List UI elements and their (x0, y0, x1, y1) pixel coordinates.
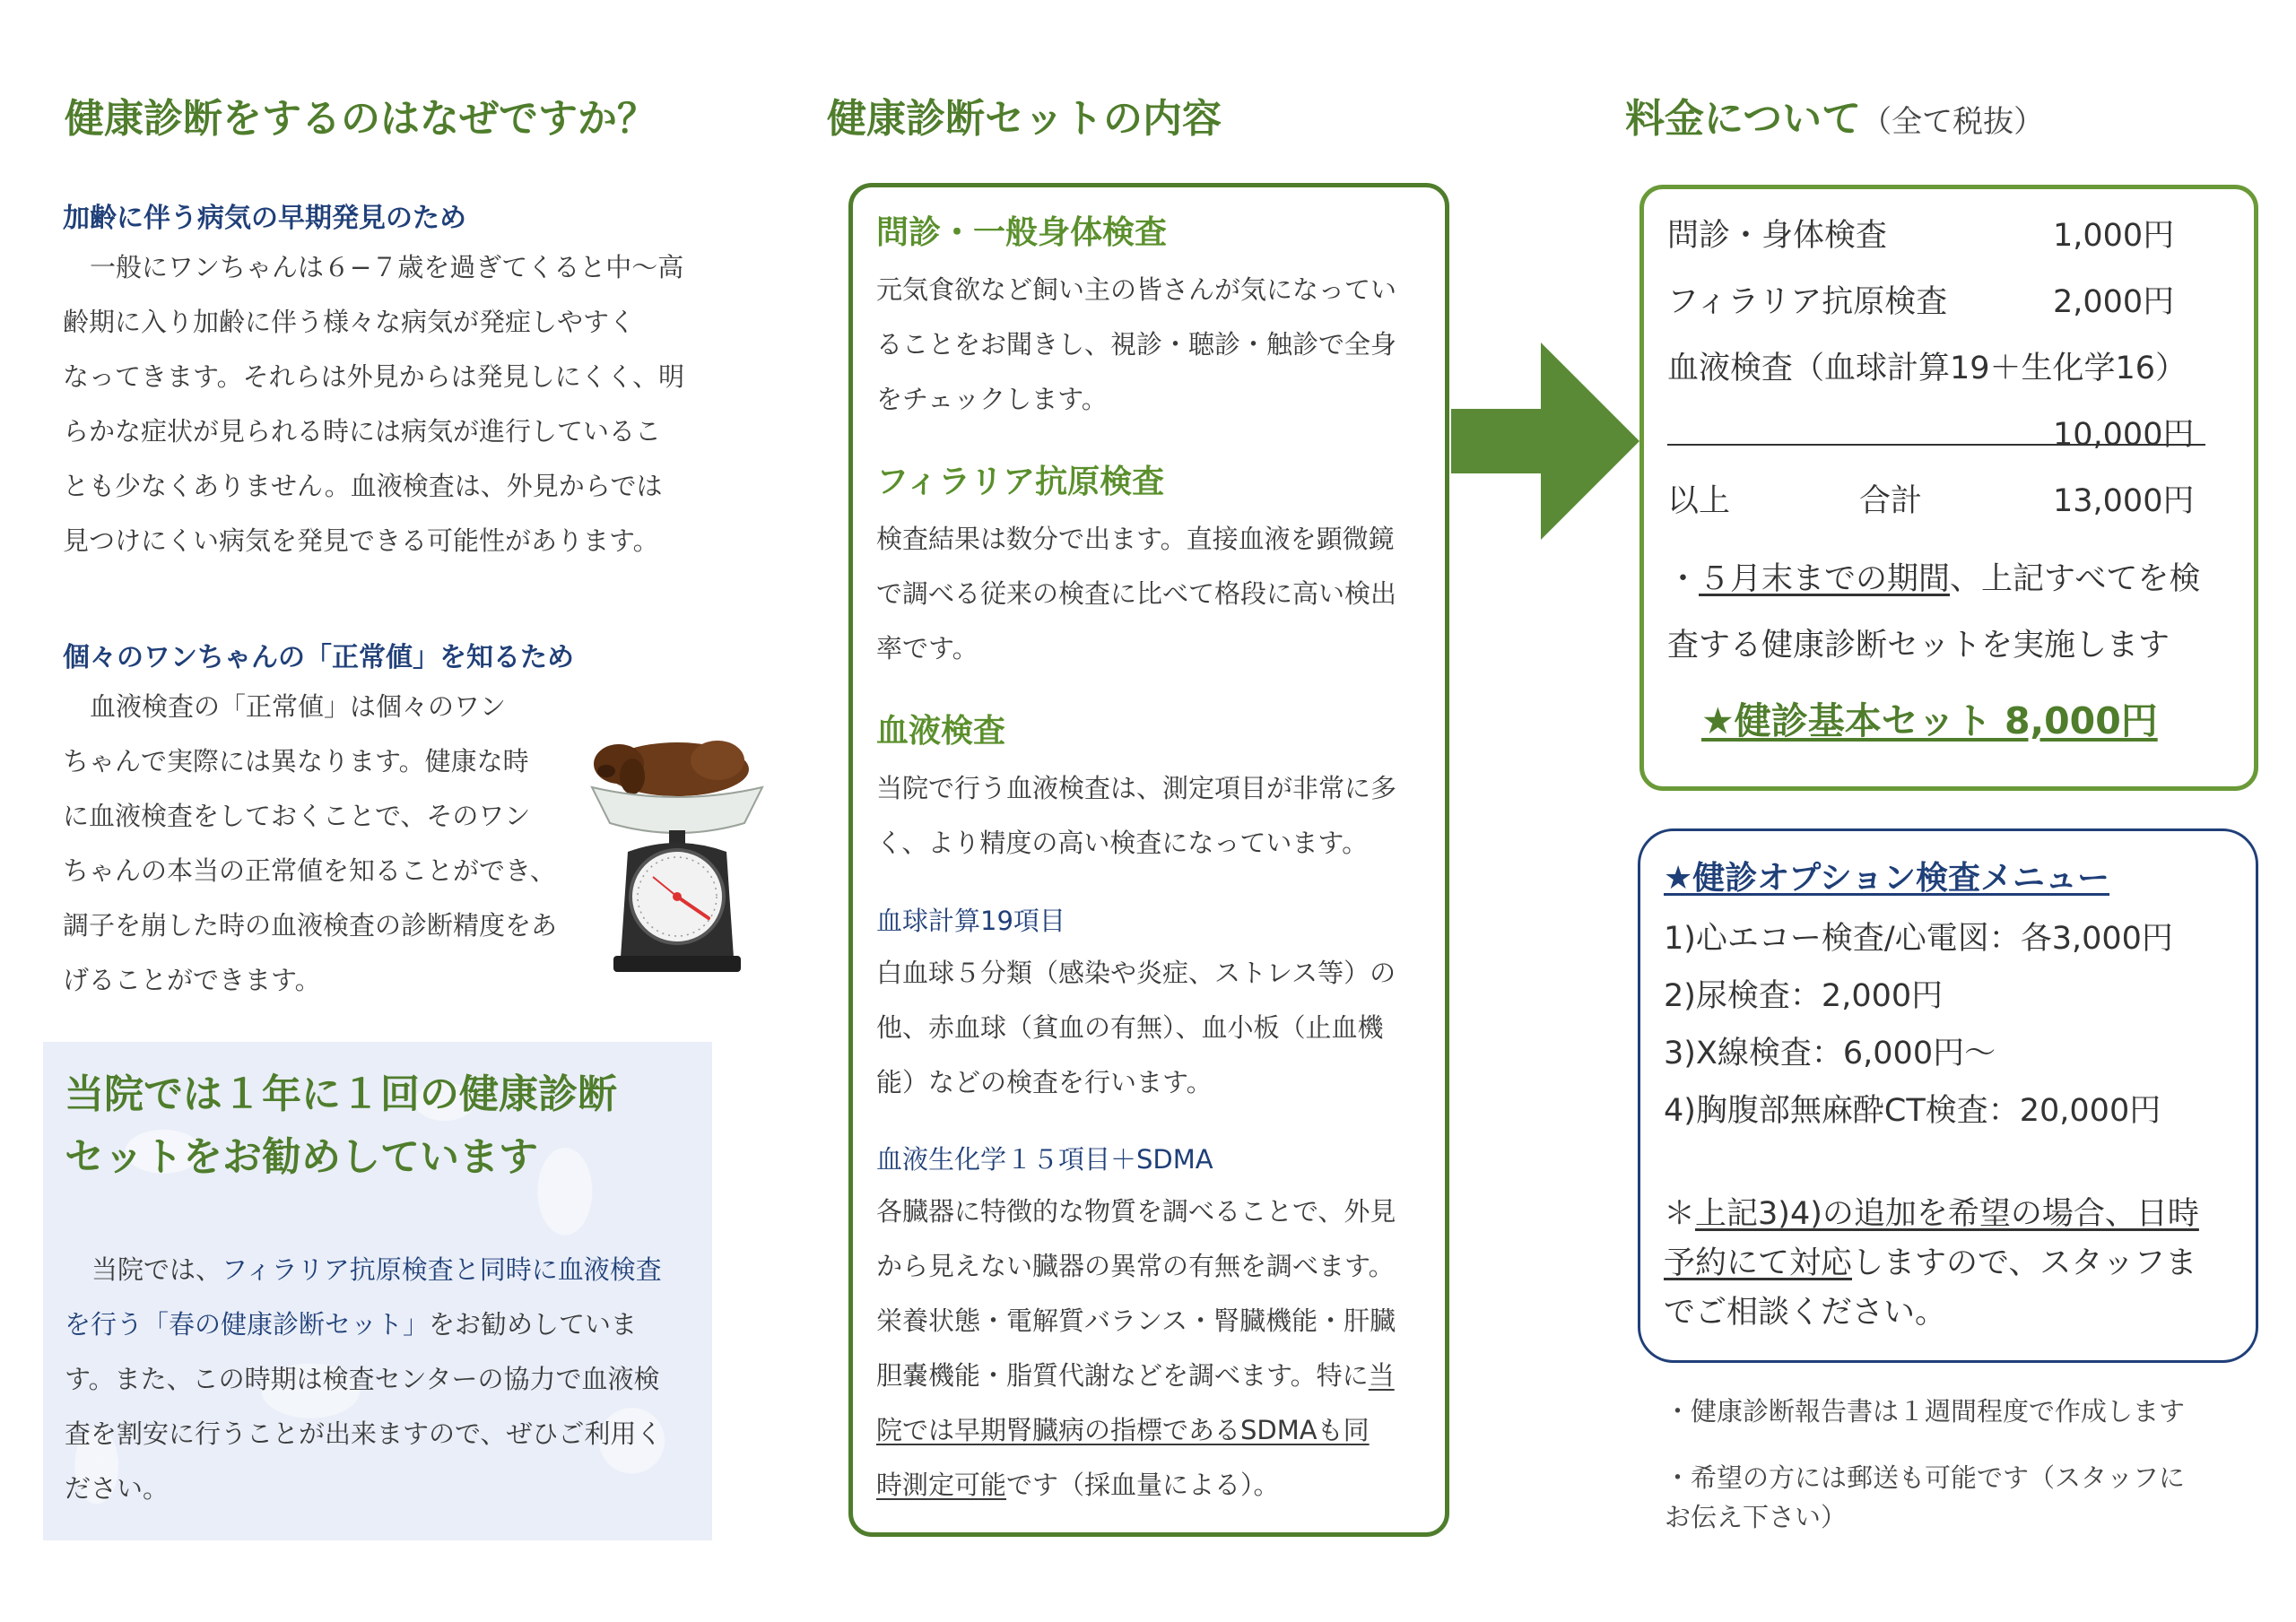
normal-value-text: 血液検査の「正常値」は個々のワン ちゃんで実際には異なります。健康な時 に血液検査をしておくことで、そのワン ちゃんの本当の正常値を知ることができ、 調子を崩した時の血液検査の診断精度をあ げることができます。 (63, 691, 558, 995)
why-heading: 健康診断をするのはなぜですか？ (65, 96, 657, 142)
footnotes: ・健康診断報告書は１週間程度で作成します ・希望の方には郵送も可能です（スタッフに お伝え下さい） (1665, 1396, 2186, 1532)
item-cbc-title: 血球計算19項目 (876, 906, 1065, 936)
option-item: 2)尿検査：2,000円 (1664, 978, 1944, 1014)
option-item: 1)心エコー検査/心電図：各3,000円 (1664, 921, 2173, 957)
options-note: ＊上記3)4)の追加を希望の場合、日時 予約にて対応しますので、スタッフま でご相談ください。 (1664, 1196, 2199, 1331)
price-row3-label: 血液検査（血球計算19＋生化学16） (1667, 351, 2187, 386)
price-row2-label: フィラリア抗原検査 (1667, 284, 1948, 320)
options-box (1638, 828, 2258, 1363)
price-total-prefix: 以上 (1667, 483, 1731, 519)
set-contents-heading: 健康診断セットの内容 (827, 96, 1222, 142)
item-physical-exam-title: 問診・一般身体検査 (876, 214, 1168, 251)
normal-value-subheading: 個々のワンちゃんの「正常値」を知るため (63, 642, 574, 673)
early-detection-subheading: 加齢に伴う病気の早期発見のため (63, 203, 466, 234)
price-divider (1667, 444, 2205, 446)
basic-set-price: ★健診基本セット 8,000円 (1701, 699, 2158, 742)
price-row1-label: 問診・身体検査 (1667, 218, 1888, 254)
price-total-value: 13,000円 (2053, 483, 2195, 519)
right-arrow-icon (1451, 343, 1639, 540)
item-biochem-title: 血液生化学１５項目＋SDMA (876, 1144, 1213, 1175)
price-row2-value: 2,000円 (2053, 284, 2175, 320)
early-detection-text: 一般にワンちゃんは６−７歳を過ぎてくると中〜高 齢期に入り加齢に伴う様々な病気が発症しやすく なってきます。それらは外見からは発見しにくく、明 らかな症状が見られる時には病気が進行しているこ とも少なくありません。血液検査は、外見からでは 見つけにくい病気を発見できる可能性があります。 (63, 252, 685, 556)
price-box (1639, 185, 2258, 791)
dog-on-scale-illustration (583, 717, 771, 986)
item-filaria-text: 検査結果は数分で出ます。直接血液を顕微鏡 で調べる従来の検査に比べて格段に高い検出 率です。 (876, 524, 1397, 664)
options-title: ★健診オプション検査メニュー (1664, 860, 2110, 897)
price-heading: 料金について（全て税抜） (1625, 96, 2045, 142)
item-cbc-text: 白血球５分類（感染や炎症、ストレス等）の 他、赤血球（貧血の有無）、血小板（止血機 能）などの検査を行います。 (876, 958, 1396, 1097)
recommendation-text: 当院では、フィラリア抗原検査と同時に血液検査 を行う「春の健康診断セット」をお勧めしていま す。また、この時期は検査センターの協力で血液検 査を割安に行うことが出来ますので、ぜひご利用く ださい。 (65, 1254, 663, 1504)
option-item: 4)胸腹部無麻酔CT検査：20,000円 (1664, 1093, 2161, 1129)
item-biochem-text: 各臓器に特徴的な物質を調べることで、外見 から見えない臓器の異常の有無を調べます。 栄養状態・電解質バランス・腎臓機能・肝臓 胆嚢機能・脂質代謝などを調べます。特に当 院では早期腎臓病の指標であるSDMAも同 時測定可能です（採血量による）。 (876, 1196, 1396, 1500)
price-row1-value: 1,000円 (2053, 218, 2175, 254)
option-item: 3)X線検査：6,000円〜 (1664, 1036, 1996, 1071)
price-row3-value: 10,000円 (2053, 417, 2195, 453)
recommendation-panel (43, 1042, 712, 1540)
item-filaria-title: フィラリア抗原検査 (876, 464, 1165, 500)
price-total-label: 合計 (1859, 483, 1923, 519)
item-blood-test-text: 当院で行う血液検査は、測定項目が非常に多 く、より精度の高い検査になっています。 (876, 773, 1397, 858)
recommendation-title: 当院では１年に１回の健康診断 セットをお勧めしています (65, 1071, 617, 1180)
set-contents-box (848, 183, 1449, 1537)
item-blood-test-title: 血液検査 (876, 713, 1006, 750)
price-set-note: ・５月末までの期間、上記すべてを検 査する健康診断セットを実施します (1667, 561, 2201, 664)
item-physical-exam-text: 元気食欲など飼い主の皆さんが気になってい ることをお聞きし、視診・聴診・触診で全身 をチェックします。 (876, 274, 1397, 414)
